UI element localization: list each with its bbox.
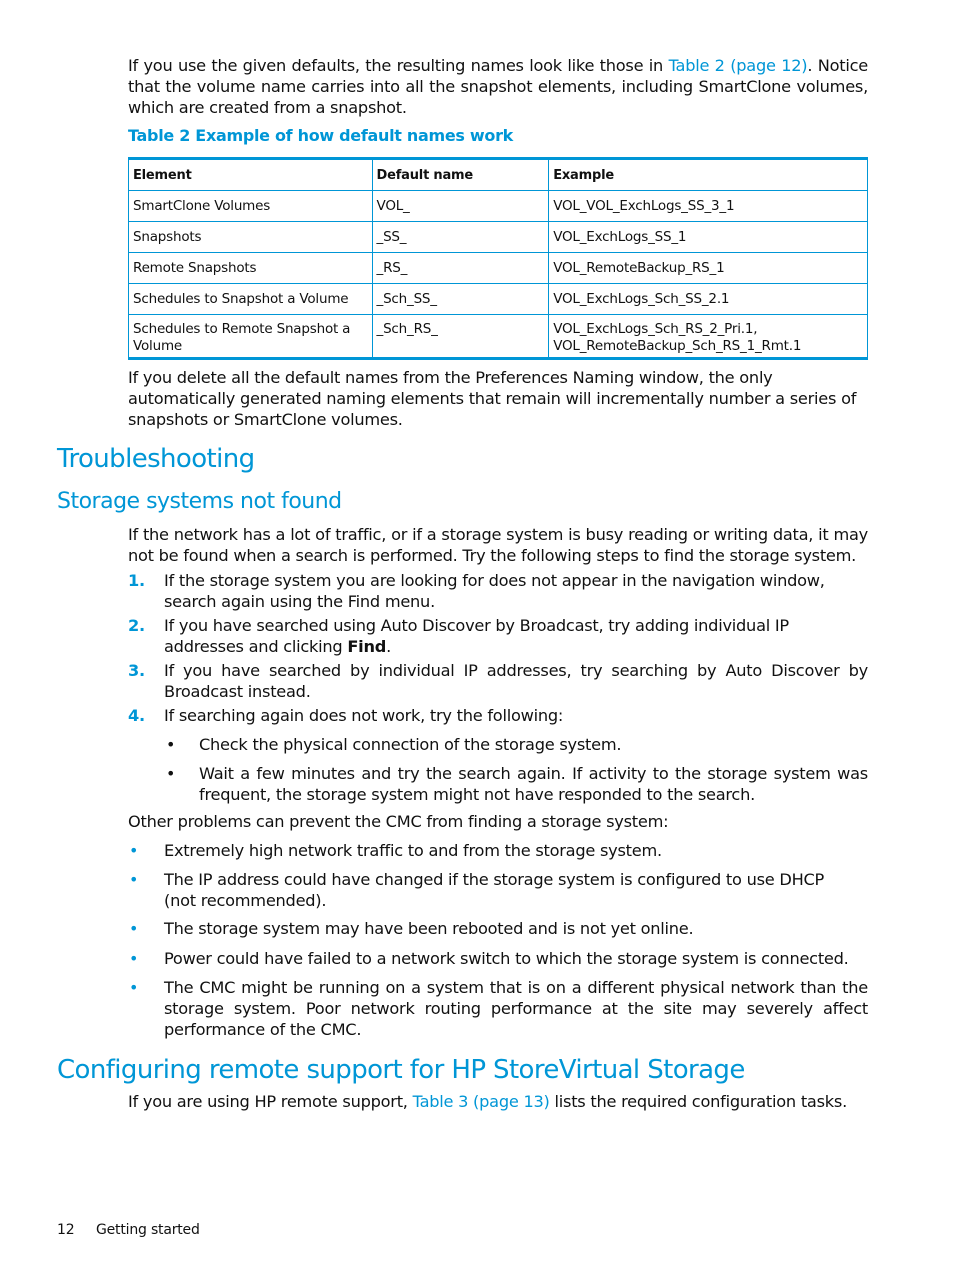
table3-link[interactable]: Table 3 (page 13) (412, 1092, 550, 1111)
sub-bullet-text: Wait a few minutes and try the search again. If activity to the storage system was frequent, the storage system might not have responded to the search. (199, 764, 868, 804)
table-row (129, 284, 868, 315)
sub-bullet-text: Check the physical connection of the storage system. (199, 735, 622, 754)
after-table-paragraph: If you delete all the default names from the Preferences Naming window, the only automatically generated naming elements that remain will incrementally number a series of snapshots or SmartClone volumes. (128, 368, 857, 429)
step-text: If the storage system you are looking for does not appear in the navigation window, search again using the Find menu. (164, 571, 825, 611)
table-row (129, 222, 868, 253)
step-text: If you have searched by individual IP addresses, try searching by Auto Discover by Broadcast instead. (164, 661, 868, 701)
step-number: 3. (128, 661, 145, 680)
cell-default-name: _RS_ (372, 253, 549, 284)
bullet-icon: • (129, 949, 139, 968)
table2-link[interactable]: Table 2 (page 12) (668, 56, 808, 75)
step-text-after: . (386, 637, 391, 656)
remote-text-after: lists the required configuration tasks. (549, 1092, 847, 1111)
problem-bullet-text: The IP address could have changed if the storage system is configured to use DHCP (not recommended). (164, 870, 825, 910)
remote-support-paragraph (128, 1091, 868, 1112)
default-names-table (128, 157, 868, 360)
other-problems-intro: Other problems can prevent the CMC from finding a storage system: (128, 812, 669, 831)
page-number: 12 (57, 1222, 75, 1238)
cell-element: Schedules to Snapshot a Volume (129, 284, 373, 315)
header-default-name: Default name (372, 159, 549, 191)
cell-default-name: _Sch_SS_ (372, 284, 549, 315)
intro-text-before: If you use the given defaults, the resulting names look like those in (128, 56, 669, 75)
storage-not-found-heading: Storage systems not found (57, 489, 342, 514)
table2-caption: Table 2 Example of how default names work (128, 126, 514, 145)
step-text-before: If you have searched using Auto Discover by Broadcast, try adding individual IP addresses and clicking (164, 616, 789, 656)
cell-default-name: _SS_ (372, 222, 549, 253)
cell-element: Remote Snapshots (129, 253, 373, 284)
troubleshooting-intro: If the network has a lot of traffic, or if a storage system is busy reading or writing data, it may not be found when a search is performed. Try the following steps to find the storage system. (128, 525, 868, 565)
problem-bullet-text: Power could have failed to a network switch to which the storage system is connected. (164, 949, 849, 968)
cell-default-name: VOL_ (372, 191, 549, 222)
problem-bullet-text: Extremely high network traffic to and from the storage system. (164, 841, 662, 860)
cell-element: Schedules to Remote Snapshot a Volume (129, 315, 373, 359)
problem-bullet-text: The storage system may have been rebooted and is not yet online. (164, 919, 694, 938)
bullet-icon: • (129, 841, 139, 860)
cell-example: VOL_ExchLogs_Sch_RS_2_Pri.1, VOL_RemoteBackup_Sch_RS_1_Rmt.1 (549, 315, 868, 359)
problem-bullet-text: The CMC might be running on a system that is on a different physical network than the storage system. Poor network routing performance at the site may severely affect performance of the CMC. (164, 978, 868, 1039)
step-text: If searching again does not work, try the following: (164, 706, 564, 725)
troubleshooting-heading: Troubleshooting (57, 444, 255, 474)
cell-example: VOL_ExchLogs_Sch_SS_2.1 (549, 284, 868, 315)
step-text (164, 615, 868, 657)
header-example: Example (549, 159, 868, 191)
table-row (129, 253, 868, 284)
bullet-icon: • (129, 919, 139, 938)
table-row (129, 315, 868, 359)
step-number: 4. (128, 706, 145, 725)
bullet-icon: • (129, 870, 139, 889)
intro-paragraph (128, 55, 868, 118)
bullet-icon: • (129, 978, 139, 997)
cell-example: VOL_VOL_ExchLogs_SS_3_1 (549, 191, 868, 222)
step-number: 2. (128, 616, 145, 635)
intro-text-after: . Notice that the volume name carries into all the snapshot elements, including SmartClone volumes, which are created from a snapshot. (128, 56, 868, 117)
cell-element: SmartClone Volumes (129, 191, 373, 222)
find-label: Find (347, 637, 387, 656)
bullet-icon: • (166, 735, 176, 754)
remote-text-before: If you are using HP remote support, (128, 1092, 413, 1111)
footer-section: Getting started (96, 1222, 200, 1238)
cell-default-name: _Sch_RS_ (372, 315, 549, 359)
bullet-icon: • (166, 764, 176, 783)
cell-example: VOL_ExchLogs_SS_1 (549, 222, 868, 253)
table-header-row (129, 159, 868, 191)
cell-element: Snapshots (129, 222, 373, 253)
step-number: 1. (128, 571, 145, 590)
table-row (129, 191, 868, 222)
header-element: Element (129, 159, 373, 191)
remote-support-heading: Configuring remote support for HP StoreVirtual Storage (57, 1055, 745, 1085)
cell-example: VOL_RemoteBackup_RS_1 (549, 253, 868, 284)
